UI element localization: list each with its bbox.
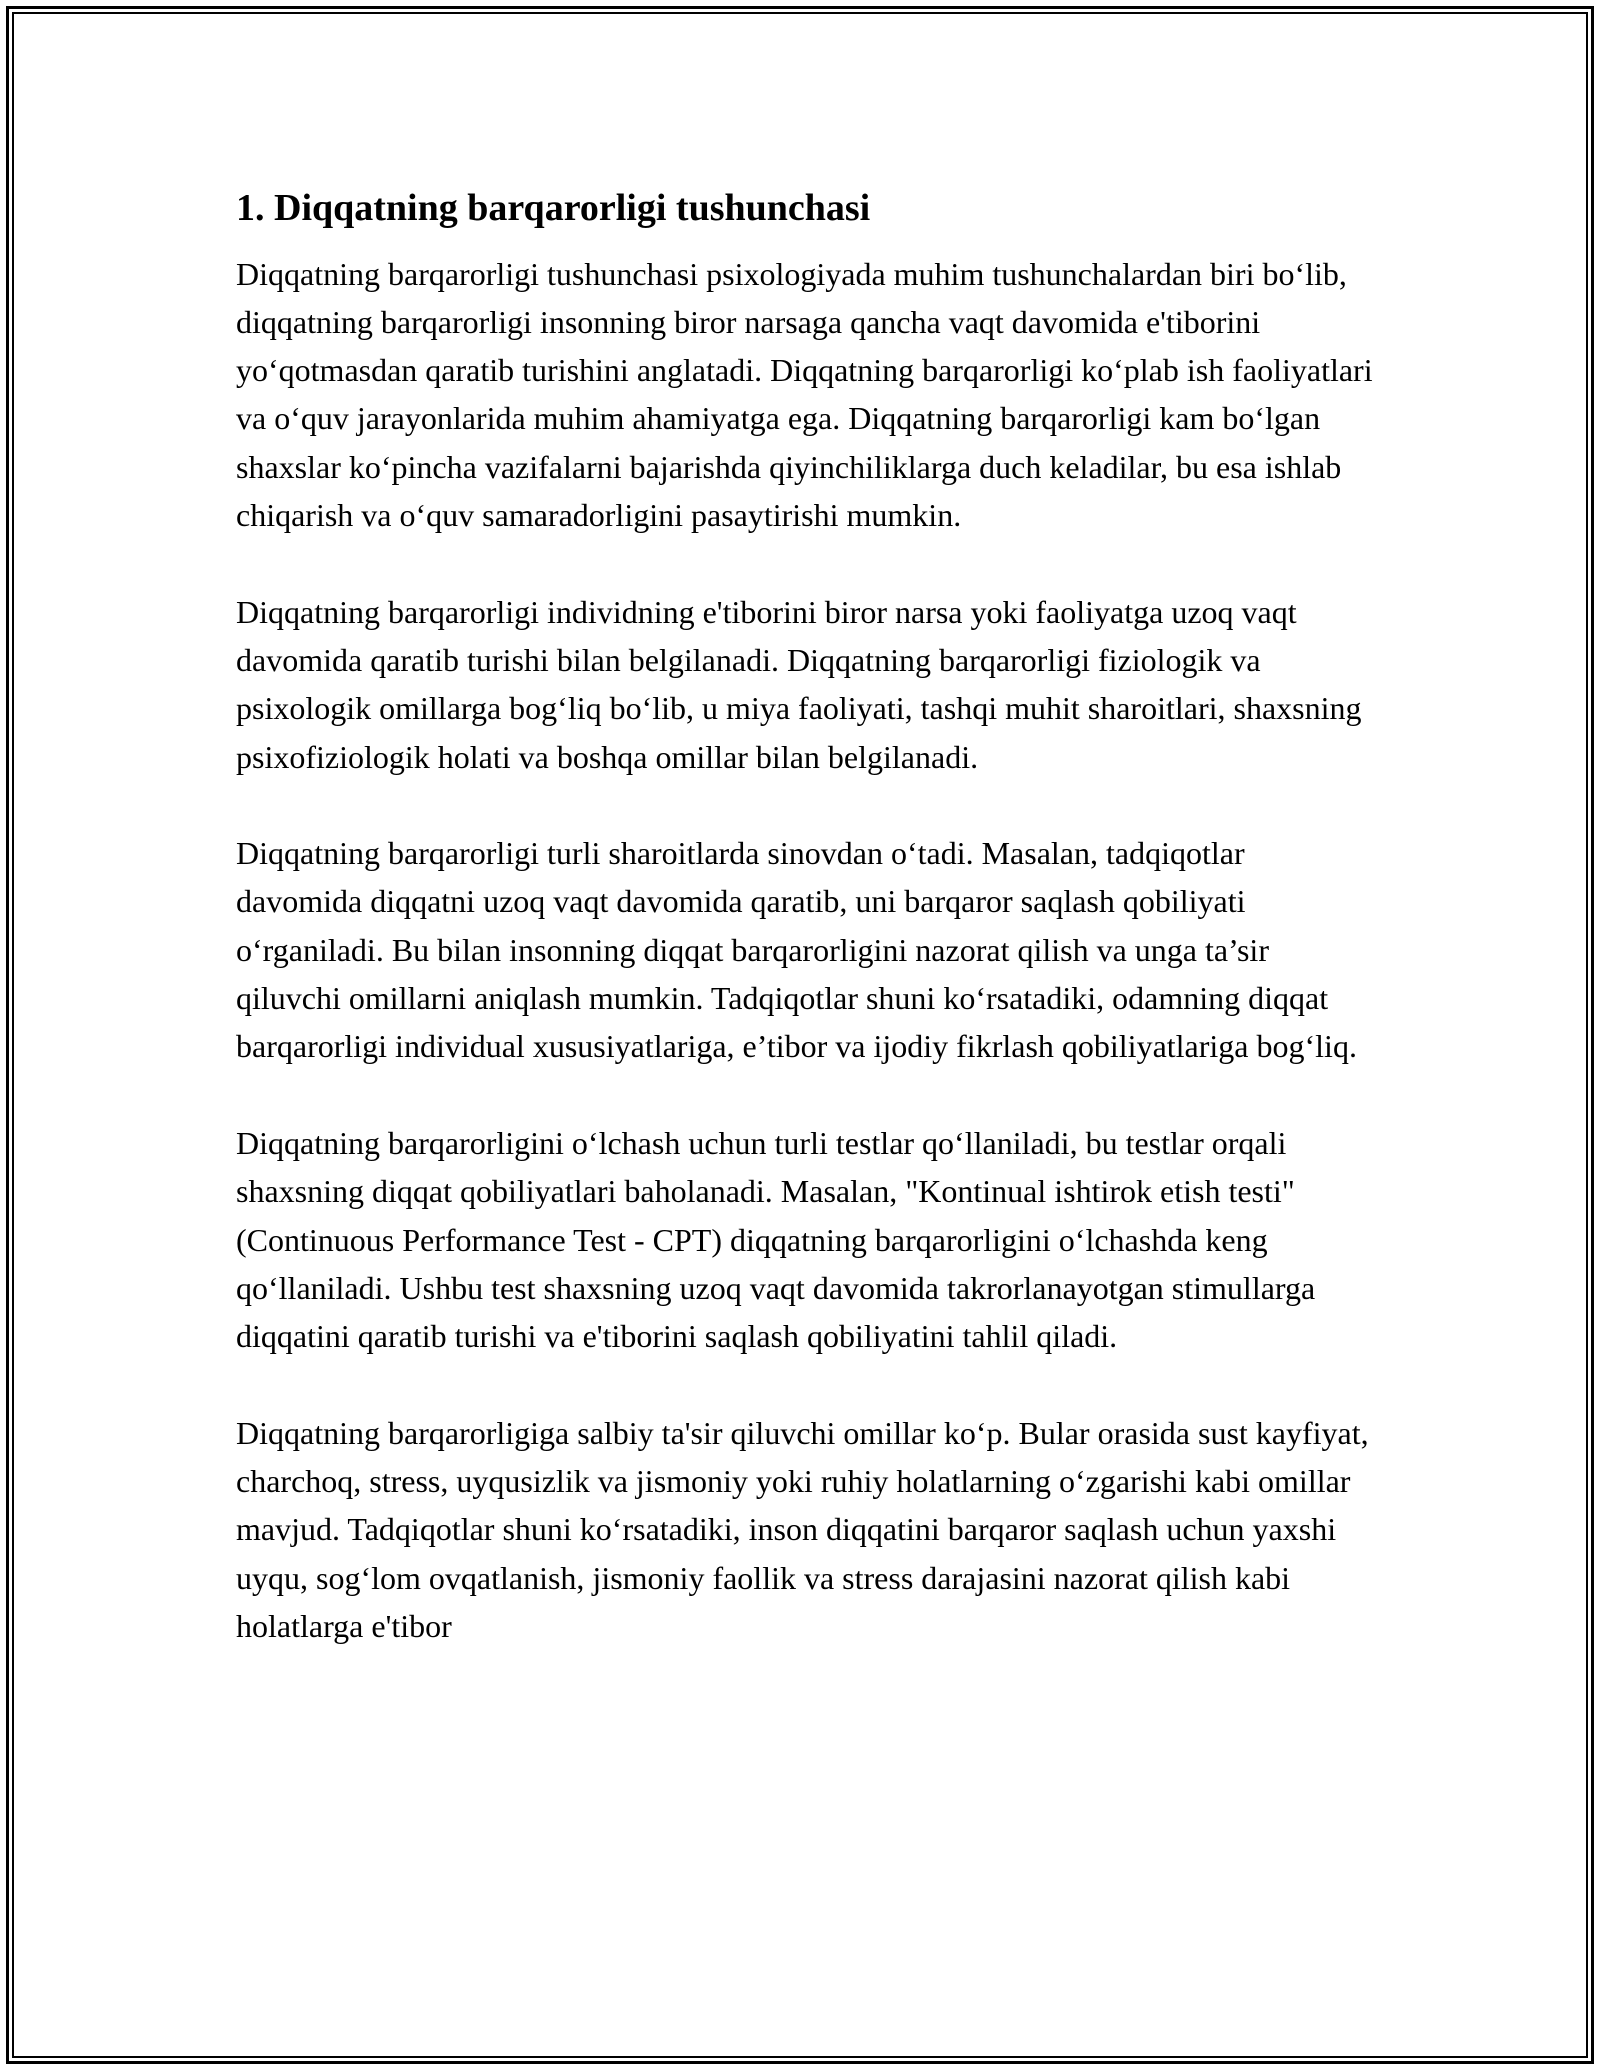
paragraph-1: Diqqatning barqarorligi tushunchasi psixologiyada muhim tushunchalardan biri bo‘lib, diqqatning barqarorligi insonning biror narsaga qancha vaqt davomida e'tiborini yo‘qotmasdan qaratib turishini anglatadi. Diqqatning barqarorligi ko‘plab ish faoliyatlari va o‘quv jarayonlarida muhim ahamiyatga ega. Diqqatning barqarorligi kam bo‘lgan shaxslar ko‘pincha vazifalarni bajarishda qiyinchiliklarga duch keladilar, bu esa ishlab chiqarish va o‘quv samaradorligini pasaytirishi mumkin. <box>236 255 1373 534</box>
paragraph-4: Diqqatning barqarorligini o‘lchash uchun turli testlar qo‘llaniladi, bu testlar orqali shaxsning diqqat qobiliyatlari baholanadi. Masalan, "Kontinual ishtirok etish testi" (Continuous Performance Test - CPT) diqqatning barqarorligini o‘lchashda keng qo‘llaniladi. Ushbu test shaxsning uzoq vaqt davomida takrorlanayotgan stimullarga diqqatini qaratib turishi va e'tiborini saqlash qobiliyatini tahlil qiladi. <box>236 1124 1316 1355</box>
paragraph-3: Diqqatning barqarorligi turli sharoitlarda sinovdan o‘tadi. Masalan, tadqiqotlar davomida diqqatni uzoq vaqt davomida qaratib, uni barqaror saqlash qobiliyati o‘rganiladi. Bu bilan insonning diqqat barqarorligini nazorat qilish va unga ta’sir qiluvchi omillarni aniqlash mumkin. Tadqiqotlar shuni ko‘rsatadiki, odamning diqqat barqarorligi individual xususiyatlariga, e’tibor va ijodiy fikrlash qobiliyatlariga bog‘liq. <box>236 835 1357 1065</box>
section-heading: 1. Diqqatning barqarorligi tushunchasi <box>236 187 871 229</box>
paragraph-5: Diqqatning barqarorligiga salbiy ta'sir qiluvchi omillar ko‘p. Bular orasida sust kayfiyat, charchoq, stress, uyqusizlik va jismoniy yoki ruhiy holatlarning o‘zgarishi kabi omillar mavjud. Tadqiqotlar shuni ko‘rsatadiki, inson diqqatini barqaror saqlash uchun yaxshi uyqu, sog‘lom ovqatlanish, jismoniy faollik va stress darajasini nazorat qilish kabi holatlarga e'tibor <box>236 1414 1369 1644</box>
document-body <box>236 186 1376 1699</box>
paragraph-2: Diqqatning barqarorligi individning e'tiborini biror narsa yoki faoliyatga uzoq vaqt davomida qaratib turishi bilan belgilanadi. Diqqatning barqarorligi fiziologik va psixologik omillarga bog‘liq bo‘lib, u miya faoliyati, tashqi muhit sharoitlari, shaxsning psixofiziologik holati va boshqa omillar bilan belgilanadi. <box>236 593 1362 775</box>
